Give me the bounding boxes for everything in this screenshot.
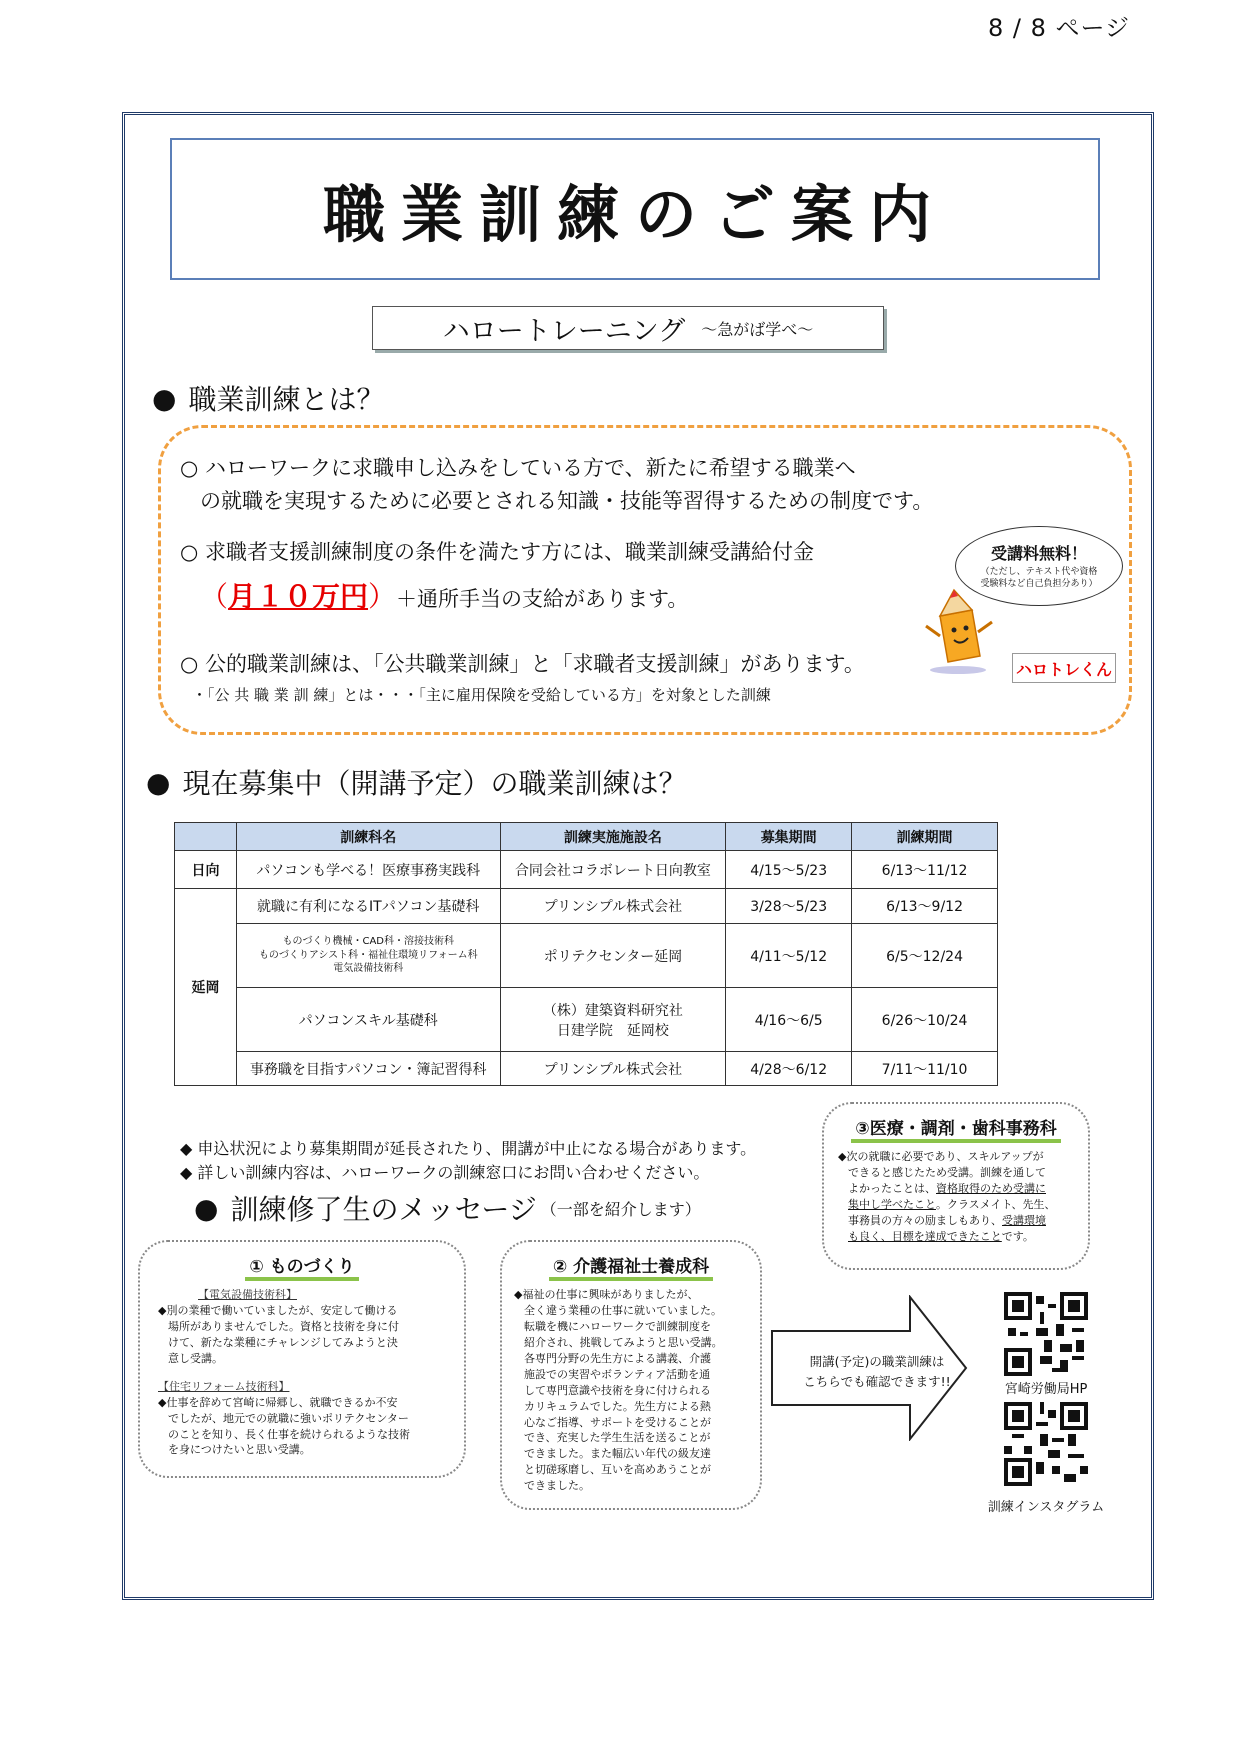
section1-heading-text: 職業訓練とは？ <box>188 383 385 416</box>
table-header <box>175 823 237 851</box>
message-line: でき、充実した学生生活を送ることが <box>524 1431 711 1445</box>
message-fragment: 事務員の方々の励ましもあり、 <box>848 1213 1002 1227</box>
p2-paren-open: （ <box>200 579 229 613</box>
area-cell: 延岡 <box>175 889 237 1086</box>
p1-line2: の就職を実現するために必要とされる知識・技能等習得するための制度です。 <box>200 488 934 513</box>
section1-p1 <box>180 452 933 517</box>
message-line: 各専門分野の先生方による講義、介護 <box>524 1351 711 1365</box>
section1-p2 <box>180 536 814 618</box>
message-fragment: よかったことは、 <box>848 1181 936 1195</box>
course-tag: 【住宅リフォーム技術科】 <box>158 1379 290 1393</box>
page-number: 8 / 8 ページ <box>987 14 1130 42</box>
table-header: 募集期間 <box>726 823 852 851</box>
mascot-pencil-icon <box>910 586 1000 676</box>
table-row <box>175 924 998 988</box>
message-body <box>824 1149 1088 1245</box>
bullet-dot-icon: ● <box>152 381 177 415</box>
table-row <box>175 889 998 924</box>
benefit-amount: 月１０万円 <box>228 579 369 613</box>
page-title: 職業訓練のご案内 <box>322 177 947 251</box>
qr1-label: 宮崎労働局HP <box>1004 1382 1088 1397</box>
recruit-cell: 3/28〜5/23 <box>726 889 852 924</box>
message-fragment: 。クラスメイト、先生、 <box>936 1197 1056 1211</box>
message-body <box>140 1287 464 1458</box>
course-line: ものづくり機械・CAD科・溶接技術科 <box>282 936 454 948</box>
table-row <box>175 851 998 889</box>
bubble-note1: （ただし、テキスト代や資格 <box>980 567 1098 577</box>
p2-line1: ○ 求職者支援訓練制度の条件を満たす方には、職業訓練受講給付金 <box>180 540 814 564</box>
title-box <box>170 138 1100 280</box>
message-line <box>838 1197 1074 1213</box>
period-cell: 6/13〜9/12 <box>852 889 998 924</box>
qr2-label: 訓練インスタグラム <box>987 1500 1105 1515</box>
table-row <box>175 988 998 1052</box>
subtitle-main: ハロートレーニング <box>442 315 686 347</box>
message-line: して専門意識や技術を身に付けられる <box>524 1383 711 1397</box>
course-table <box>174 822 998 1086</box>
message-line: 転職を機にハローワークで訓練制度を <box>524 1319 711 1333</box>
message-line <box>838 1181 1074 1197</box>
message-fragment: です。 <box>1001 1229 1034 1243</box>
section1-p3: ○ 公的職業訓練は、「公共職業訓練」と「求職者支援訓練」があります。 <box>180 652 865 676</box>
table-header: 訓練実施施設名 <box>500 823 726 851</box>
message-line: できると感じたため受講。訓練を通して <box>848 1165 1046 1179</box>
facility-line: （株）建築資料研究社 <box>542 1002 683 1019</box>
section2-heading-text: 現在募集中（開講予定）の職業訓練は？ <box>182 767 687 800</box>
message-line: できました。また幅広い年代の級友達 <box>524 1447 711 1461</box>
facility-line: 日建学院 延岡校 <box>556 1022 669 1039</box>
message-title-text: ① ものづくり <box>245 1257 358 1281</box>
message-body <box>502 1287 760 1494</box>
bullet-dot-icon: ● <box>146 765 171 799</box>
notice-2: ◆ 詳しい訓練内容は、ハローワークの訓練窓口にお問い合わせください。 <box>180 1163 710 1182</box>
message-line: のことを知り、長く仕事を続けられるような技術 <box>168 1427 410 1441</box>
qr-code-icon[interactable] <box>1004 1292 1088 1376</box>
table-header: 訓練科名 <box>236 823 500 851</box>
message-title <box>824 1114 1088 1139</box>
period-cell: 6/5〜12/24 <box>852 924 998 988</box>
qr-code-icon[interactable] <box>1004 1402 1088 1486</box>
message-line: ◆次の就職に必要であり、スキルアップが <box>838 1150 1044 1163</box>
message-line: 意し受講。 <box>168 1351 223 1365</box>
period-cell: 6/26〜10/24 <box>852 988 998 1052</box>
message-box-iryo <box>822 1102 1090 1270</box>
section1-heading <box>152 378 384 418</box>
table-header: 訓練期間 <box>852 823 998 851</box>
course-cell: 事務職を目指すパソコン・簿記習得科 <box>236 1052 500 1086</box>
bubble-title: 受講料無料！ <box>990 544 1087 563</box>
message-title-text: ② 介護福祉士養成科 <box>549 1257 713 1281</box>
message-line: ◆別の業種で働いていましたが、安定して働ける <box>158 1303 398 1317</box>
section1-note: ・「公 共 職 業 訓 練」とは・・・「主に雇用保険を受給している方」を対象とした訓練 <box>192 686 771 704</box>
notice-1: ◆ 申込状況により募集期間が延長されたり、開講が中止になる場合があります。 <box>180 1139 757 1158</box>
facility-cell <box>500 988 726 1052</box>
p1-line1: ○ ハローワークに求職申し込みをしている方で、新たに希望する職業へ <box>180 456 856 480</box>
message-line: を身につけたいと思い受講。 <box>168 1443 311 1457</box>
message-line: でしたが、地元での就職に強いポリテクセンター <box>168 1411 409 1425</box>
message-fragment: 受講環境 <box>1002 1213 1046 1227</box>
recruit-cell: 4/28〜6/12 <box>726 1052 852 1086</box>
facility-cell: ポリテクセンター延岡 <box>500 924 726 988</box>
message-line <box>838 1213 1074 1229</box>
facility-cell: プリンシプル株式会社 <box>500 1052 726 1086</box>
p2-line2 <box>180 575 814 618</box>
course-tag: 【電気設備技術科】 <box>198 1288 297 1301</box>
course-cell: 就職に有利になるITパソコン基礎科 <box>236 889 500 924</box>
message-box-monozukuri <box>138 1240 466 1478</box>
subtitle-box <box>372 306 884 350</box>
message-line: ◆仕事を辞めて宮崎に帰郷し、就職できるか不安 <box>158 1395 398 1409</box>
period-cell: 7/11〜11/10 <box>852 1052 998 1086</box>
subtitle-tagline: 〜急がば学べ〜 <box>701 319 814 339</box>
message-fragment: も良く、目標を達成できたこと <box>848 1229 1002 1243</box>
table-row <box>175 1052 998 1086</box>
table-header-row <box>175 823 998 851</box>
arrow-text-line: こちらでも確認できます!! <box>803 1374 951 1389</box>
recruit-cell: 4/15〜5/23 <box>726 851 852 889</box>
section3-heading <box>194 1188 701 1228</box>
message-line: 全く違う業種の仕事に就いていました。 <box>524 1303 722 1317</box>
hellotraining-logo: ハロトレくん <box>1012 653 1116 683</box>
period-cell: 6/13〜11/12 <box>852 851 998 889</box>
course-cell: パソコンスキル基礎科 <box>236 988 500 1052</box>
section3-heading-sub: （一部を紹介します） <box>540 1199 701 1219</box>
message-fragment: 集中し学べたこと <box>848 1197 936 1211</box>
p2-paren-close: ） <box>368 579 397 613</box>
bubble-note2: 受験料など自己負担分あり） <box>980 578 1098 589</box>
message-line: できました。 <box>524 1479 590 1493</box>
arrow-text <box>782 1352 972 1392</box>
facility-cell: 合同会社コラボレート日向教室 <box>500 851 726 889</box>
section2-heading <box>146 762 686 802</box>
course-line: ものづくりアシスト科・福祉住環境リフォーム科 <box>258 949 478 961</box>
message-line: 紹介され、挑戦してみようと思い受講。 <box>524 1335 723 1349</box>
message-line: 施設での実習やボランティア活動を通 <box>524 1367 711 1381</box>
course-cell <box>236 924 500 988</box>
message-line: ◆福祉の仕事に興味がありましたが、 <box>514 1288 699 1301</box>
facility-cell: プリンシプル株式会社 <box>500 889 726 924</box>
message-box-kaigo <box>500 1240 762 1510</box>
message-line: カリキュラムでした。先生方による熱 <box>524 1399 711 1413</box>
message-title-text: ③医療・調剤・歯科事務科 <box>851 1119 1060 1143</box>
section3-heading-text: 訓練修了生のメッセージ <box>230 1193 537 1226</box>
bullet-dot-icon: ● <box>194 1191 219 1225</box>
recruit-cell: 4/11〜5/12 <box>726 924 852 988</box>
message-title <box>502 1252 760 1277</box>
message-line <box>838 1229 1074 1245</box>
message-line: けて、新たな業種にチャレンジしてみようと決 <box>168 1335 398 1349</box>
message-line: 場所がありませんでした。資格と技術を身に付 <box>168 1319 399 1333</box>
recruit-cell: 4/16〜6/5 <box>726 988 852 1052</box>
message-line: と切磋琢磨し、互いを高めあうことが <box>524 1463 711 1477</box>
message-title <box>140 1252 464 1277</box>
course-cell: パソコンも学べる！医療事務実践科 <box>236 851 500 889</box>
area-cell: 日向 <box>175 851 237 889</box>
arrow-text-line: 開講(予定)の職業訓練は <box>809 1354 945 1369</box>
message-line: 心なご指導、サポートを受けることが <box>524 1415 711 1429</box>
p2-rest: ＋通所手当の支給があります。 <box>396 586 689 611</box>
course-line: 電気設備技術科 <box>333 963 404 975</box>
message-fragment: 資格取得のため受講に <box>936 1181 1046 1195</box>
